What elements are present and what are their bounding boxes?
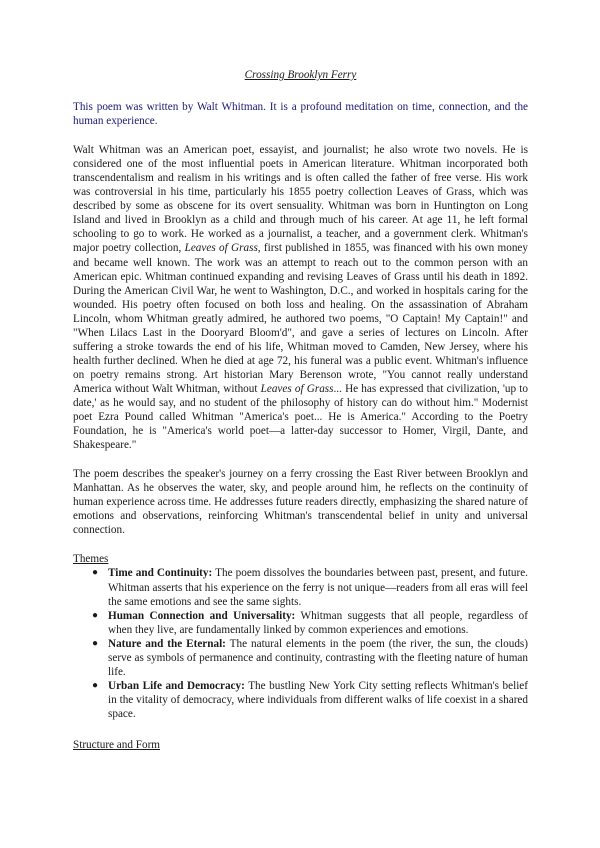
theme-item [92,609,528,637]
themes-heading: Themes [73,553,109,566]
theme-item [92,566,528,608]
bio-text-1: Walt Whitman was an American poet, essayist, and journalist; he also wrote two novels. He is considered one of the most influential poets in American literature. Whitman incorporated both transcendentalism and realism in his writings and is often called the father of free verse. His work was controversial in his time, particularly his 1855 poetry collection Leaves of Grass, which was described by some as obscene for its overt sensuality. Whitman was born in Huntington on Long Island and lived in Brooklyn as a child and through much of his career. At age 11, he left formal schooling to go to work. He worked as a journalist, a teacher, and a government clerk. Whitman's major poetry collection, [73,144,528,255]
theme-text: The natural elements in the poem (the river, the sun, the clouds) serve as symbols of permanence and continuity, contrasting with the fleeting nature of human life. [108,637,528,678]
bullet-icon: ● [92,637,99,649]
theme-text: The bustling New York City setting reflects Whitman's belief in the vitality of democracy, where individuals from different walks of life coexist in a shared space. [108,679,528,720]
summary-paragraph: The poem describes the speaker's journey on a ferry crossing the East River between Brooklyn and Manhattan. As he observes the water, sky, and people around him, he reflects on the continuity of human experience across time. He addresses future readers directly, emphasizing the shared nature of emotions and observations, reinforcing Whitman's transcendental belief in unity and universal connection. [73,468,528,537]
page-title: Crossing Brooklyn Ferry [244,69,357,81]
bio-text-2: , first published in 1855, was financed with his own money and became well known. The work was an attempt to reach out to the common person with an American epic. Whitman continued expanding and revising Leaves of Grass until his death in 1892. During the American Civil War, he went to Washington, D.C., and worked in hospitals caring for the wounded. His poetry often focused on both loss and healing. On the assassination of Abraham Lincoln, whom Whitman greatly admired, he authored two poems, "O Captain! My Captain!" and "When Lilacs Last in the Dooryard Bloom'd", and gave a series of lectures on Lincoln. After suffering a stroke towards the end of his life, Whitman moved to Camden, New Jersey, where his health further declined. When he died at age 72, his funeral was a public event. Whitman's influence on poetry remains strong. Art historian Mary Berenson wrote, "You cannot really understand America without Walt Whitman, without [73,242,528,395]
bio-italic-title-1: Leaves of Grass [184,242,258,255]
biography-paragraph [73,143,528,452]
bullet-icon: ● [92,609,99,621]
theme-name: Human Connection and Universality: [108,609,296,622]
theme-name: Urban Life and Democracy: [108,679,245,692]
theme-name: Nature and the Eternal: [108,637,226,650]
bullet-icon: ● [92,567,99,579]
bio-text-3: ... He has expressed that civilization, 'up to date,' as he would say, and no student of the philosophy of history can do without him." Modernist poet Ezra Pound called Whitman "America's poet... He is America." According to the Poetry Foundation, he is "America's world poet—a latter-day successor to Homer, Virgil, Dante, and Shakespeare." [73,382,528,452]
theme-name: Time and Continuity: [108,567,213,580]
themes-list [73,566,528,721]
theme-text: Whitman suggests that all people, regardless of when they live, are fundamentally linked by common experiences and emotions. [108,609,528,636]
theme-item [92,679,528,721]
bullet-icon: ● [92,679,99,691]
bio-italic-title-2: Leaves of Grass [260,382,334,395]
structure-heading: Structure and Form [73,738,160,751]
theme-item [92,637,528,679]
document-page [73,68,528,752]
theme-text: The poem dissolves the boundaries between past, present, and future. Whitman asserts that his experience on the ferry is not unique—readers from all eras will feel the same emotions and see the same sights. [108,567,528,608]
intro-paragraph: This poem was written by Walt Whitman. It is a profound meditation on time, connection, and the human experience. [73,101,528,128]
